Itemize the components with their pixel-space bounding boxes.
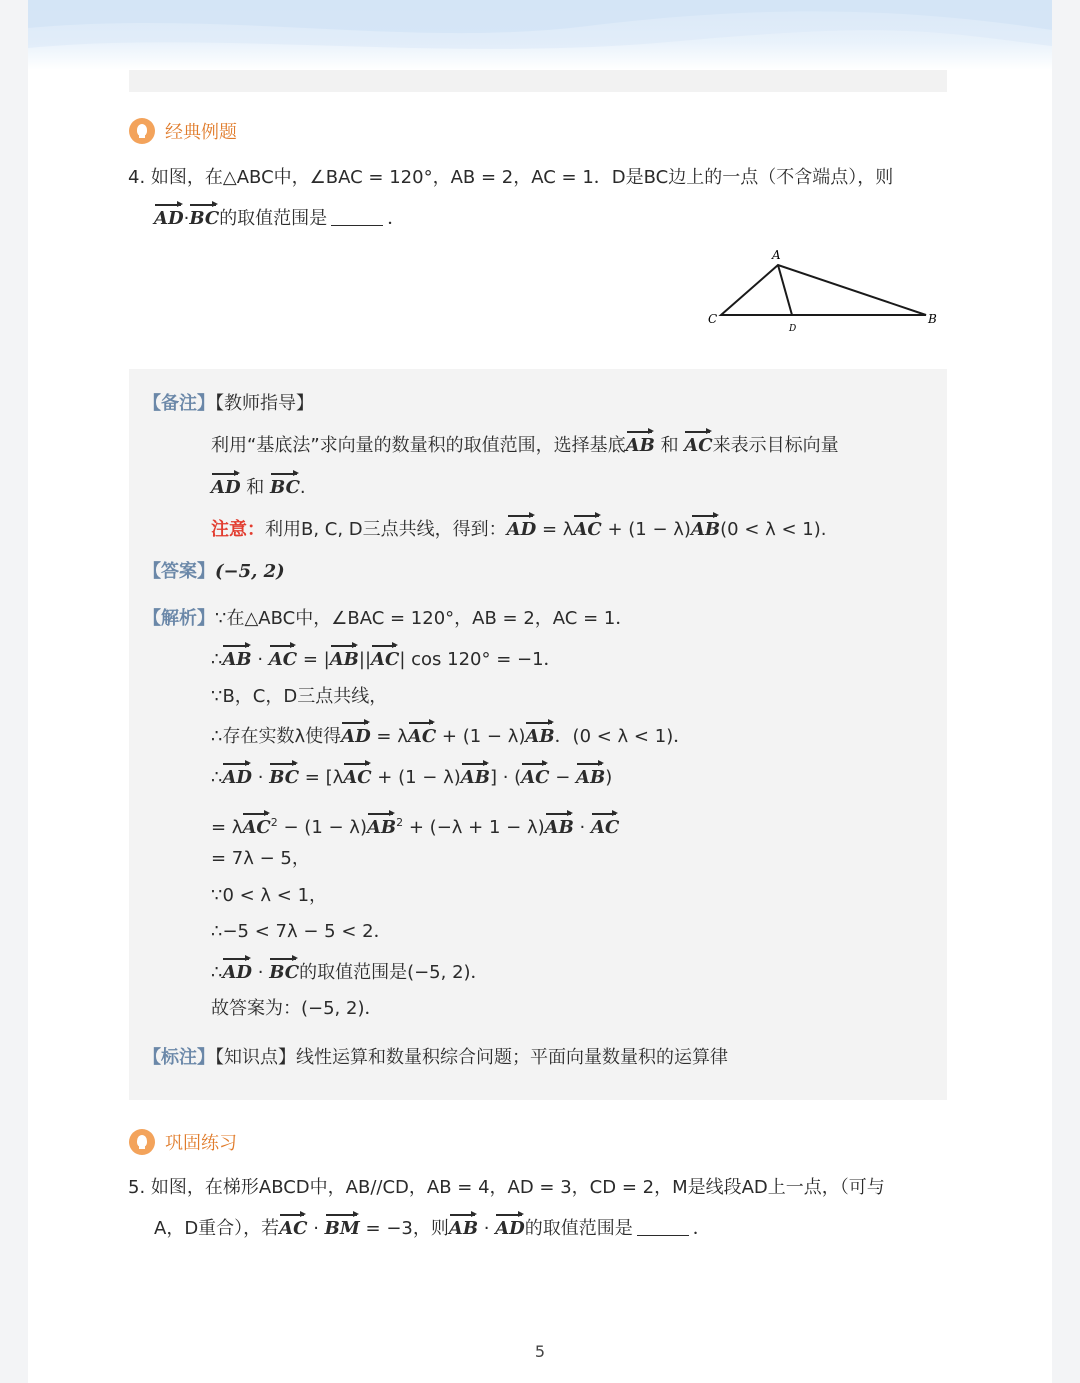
- previous-section-box-end: [129, 70, 947, 92]
- question-4-line-2: AD·BC的取值范围是 ．: [154, 206, 405, 232]
- analysis-line-5: ∴AD · BC = [λAC + (1 − λ)AB] · (AC − AB): [211, 765, 612, 791]
- guide-line-1: 利用“基底法”求向量的数量积的取值范围，选择基底AB 和 AC来表示目标向量: [211, 433, 839, 459]
- figure-label-b: B: [928, 312, 937, 326]
- answer-blank: [637, 1235, 689, 1236]
- vector-bc: BC: [189, 206, 219, 232]
- header-wave-decoration: [28, 0, 1052, 70]
- triangle-figure: [700, 245, 980, 349]
- mark-line: 【标注】【知识点】线性运算和数量积综合问题；平面向量数量积的运算律: [143, 1047, 728, 1068]
- page-number: 5: [534, 1342, 546, 1361]
- answer-value: (−5, 2): [215, 561, 285, 582]
- question-5-line-1: 5. 如图，在梯形ABCD中，AB//CD，AB = 4，AD = 3，CD = 2，M是线段AD上一点，（可与: [128, 1177, 885, 1198]
- analysis-line-10: ∴AD · BC的取值范围是(−5, 2)．: [211, 960, 489, 986]
- analysis-line-7: = 7λ − 5，: [211, 848, 310, 869]
- answer-line: 【答案】(−5, 2): [143, 561, 285, 582]
- section-header-examples: [129, 116, 237, 146]
- lightbulb-icon: [129, 118, 155, 144]
- solution-box: [129, 369, 947, 1100]
- document-page: [28, 0, 1052, 1383]
- analysis-line-8: ∵0 < λ < 1，: [211, 885, 328, 906]
- lightbulb-icon: [129, 1129, 155, 1155]
- analysis-line-4: ∴存在实数λ使得AD = λAC + (1 − λ)AB．(0 < λ < 1)．: [211, 724, 691, 750]
- analysis-line-2: ∴AB · AC = |AB||AC| cos 120° = −1．: [211, 647, 562, 673]
- question-4-line-1: 4. 如图，在△ABC中，∠BAC = 120°，AB = 2，AC = 1．D是BC边上的一点（不含端点），则: [128, 167, 894, 188]
- answer-blank: [331, 225, 383, 226]
- analysis-line-3: ∵B，C，D三点共线，: [211, 686, 388, 707]
- section-title: 经典例题: [165, 122, 237, 143]
- note-heading: 【备注】【教师指导】: [143, 393, 314, 414]
- analysis-line-1: 【解析】∵在△ABC中，∠BAC = 120°，AB = 2，AC = 1．: [143, 608, 634, 629]
- analysis-line-9: ∴−5 < 7λ − 5 < 2．: [211, 921, 392, 942]
- figure-label-d: D: [789, 324, 797, 334]
- vector-ad: AD: [154, 206, 184, 232]
- analysis-line-11: 故答案为：(−5, 2)．: [211, 998, 383, 1019]
- attention-line: 注意：利用B, C, D三点共线，得到：AD = λAC + (1 − λ)AB(0 < λ < 1).: [211, 517, 827, 543]
- analysis-line-6: = $\lambda AC^2 - (1 - \lambda)AB^2 + (-\lambda + 1 - \lambda)AB$ · AC: [211, 810, 619, 841]
- section-title: 巩固练习: [165, 1133, 237, 1154]
- figure-label-c: C: [708, 312, 718, 326]
- section-header-practice: [129, 1127, 237, 1157]
- question-5-line-2: A，D重合），若AC · BM = −3，则AB · AD的取值范围是 ．: [154, 1216, 711, 1242]
- guide-line-2: AD 和 BC.: [211, 475, 306, 501]
- figure-label-a: A: [772, 248, 781, 262]
